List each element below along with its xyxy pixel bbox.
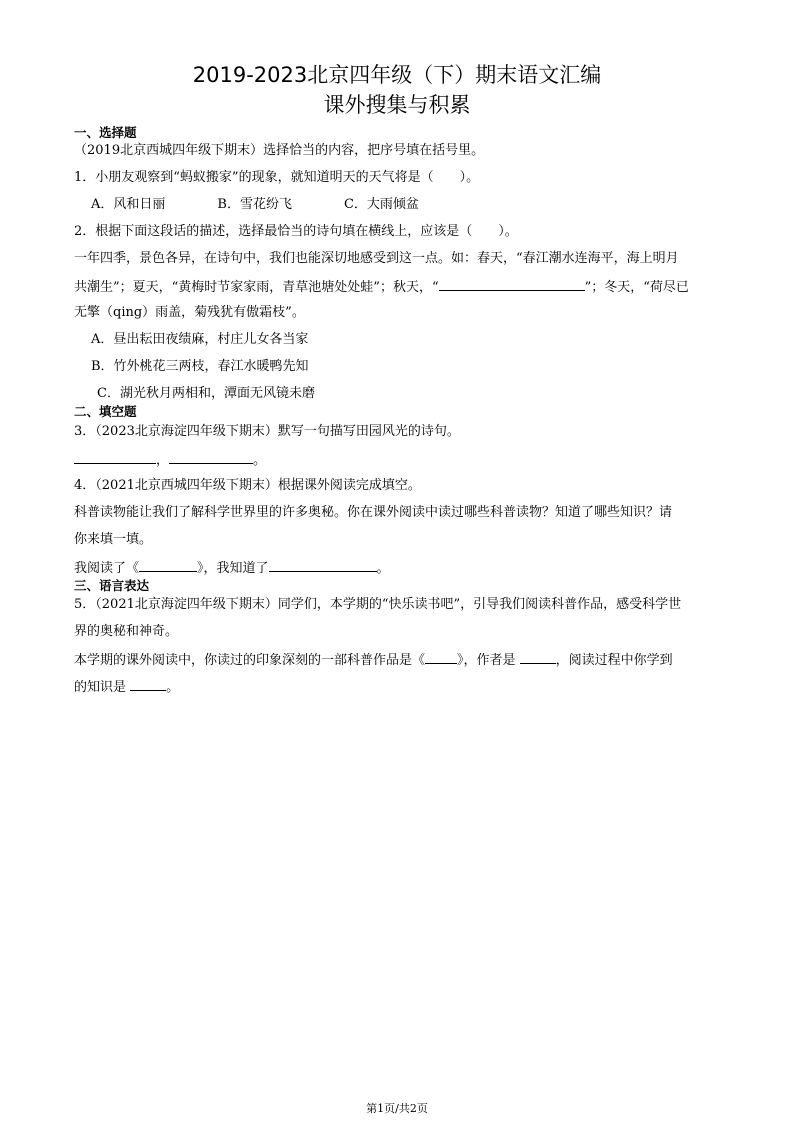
answer-text: ，阅读过程中你学到 — [555, 653, 673, 668]
answer-text: 我阅读了《 — [74, 561, 140, 576]
answer-blank[interactable] — [130, 677, 166, 691]
document-subtitle: 课外搜集与积累 — [323, 93, 471, 117]
question-5-stem: 5．（2021北京海淀四年级下期末）同学们，本学期的“快乐读书吧”，引导我们阅读科普作品，感受科学世 — [74, 597, 682, 612]
answer-blank[interactable] — [269, 558, 377, 572]
question-2-stem: 2．根据下面这段话的描述，选择最恰当的诗句填在横线上，应该是（ ）。 — [74, 224, 518, 239]
question-2-option-b: B．竹外桃花三两枝，春江水暖鸭先知 — [91, 359, 309, 374]
section1-source: （2019北京西城四年级下期末）选择恰当的内容，把序号填在括号里。 — [74, 143, 485, 158]
question-4-text-line2: 你来填一填。 — [74, 532, 153, 547]
section-heading-fill: 二、填空题 — [74, 404, 137, 419]
answer-blank[interactable] — [74, 450, 156, 464]
question-5-stem-line2: 界的奥秘和神奇。 — [74, 624, 179, 639]
answer-text: 。 — [376, 561, 390, 576]
question-2-passage-line1: 一年四季，景色各异，在诗句中，我们也能深切地感受到这一点。如：春天，“春江潮水连海平，海上明月 — [74, 251, 679, 266]
answer-blank[interactable] — [139, 558, 197, 572]
answer-text: 》，我知道了 — [197, 561, 269, 576]
answer-blank[interactable] — [520, 650, 556, 664]
question-4-answer-line — [74, 558, 390, 578]
answer-text: 。 — [166, 680, 180, 695]
question-2-option-c: C．湖光秋月两相和，潭面无风镜未磨 — [97, 386, 315, 401]
question-4-text-line1: 科普读物能让我们了解科学世界里的许多奥秘。你在课外阅读中读过哪些科普读物？知道了哪些知识？请 — [74, 505, 673, 520]
question-1-options: A．风和日丽 B．雪花纷飞 C．大雨倾盆 — [91, 197, 419, 212]
question-1-stem: 1．小朋友观察到“蚂蚁搬家”的现象，就知道明天的天气将是（ ）。 — [74, 170, 480, 185]
question-2-passage-line2 — [74, 277, 689, 297]
answer-text: 本学期的课外阅读中，你读过的印象深刻的一部科普作品是《 — [74, 653, 426, 668]
punctuation: 。 — [253, 453, 267, 468]
question-3-stem: 3．（2023北京海淀四年级下期末）默写一句描写田园风光的诗句。 — [74, 424, 460, 439]
answer-blank[interactable] — [425, 650, 457, 664]
question-4-stem: 4．（2021北京西城四年级下期末）根据课外阅读完成填空。 — [74, 478, 421, 493]
document-title: 2019-2023北京四年级（下）期末语文汇编 — [192, 63, 602, 87]
page-number: 第1页/共2页 — [366, 1102, 428, 1115]
question-2-passage-line3: 无擎（qing）雨盖，菊残犹有傲霜枝”。 — [74, 305, 305, 320]
answer-blank[interactable] — [169, 450, 253, 464]
passage-text: ”；冬天，“荷尽已 — [584, 280, 689, 295]
question-3-answer-line — [74, 450, 266, 470]
question-5-answer-line1 — [74, 650, 673, 670]
answer-text: 》，作者是 — [457, 653, 520, 668]
punctuation: ， — [156, 453, 170, 468]
section-heading-expression: 三、语言表达 — [74, 578, 150, 593]
section-heading-choice: 一、选择题 — [74, 125, 137, 140]
question-5-answer-line2 — [74, 677, 179, 697]
answer-text: 的知识是 — [74, 680, 131, 695]
question-2-option-a: A．昼出耘田夜绩麻，村庄儿女各当家 — [91, 332, 309, 347]
answer-blank[interactable] — [439, 277, 585, 291]
passage-text: 共潮生”；夏天，“黄梅时节家家雨，青草池塘处处蛙”；秋天，“ — [74, 280, 439, 295]
